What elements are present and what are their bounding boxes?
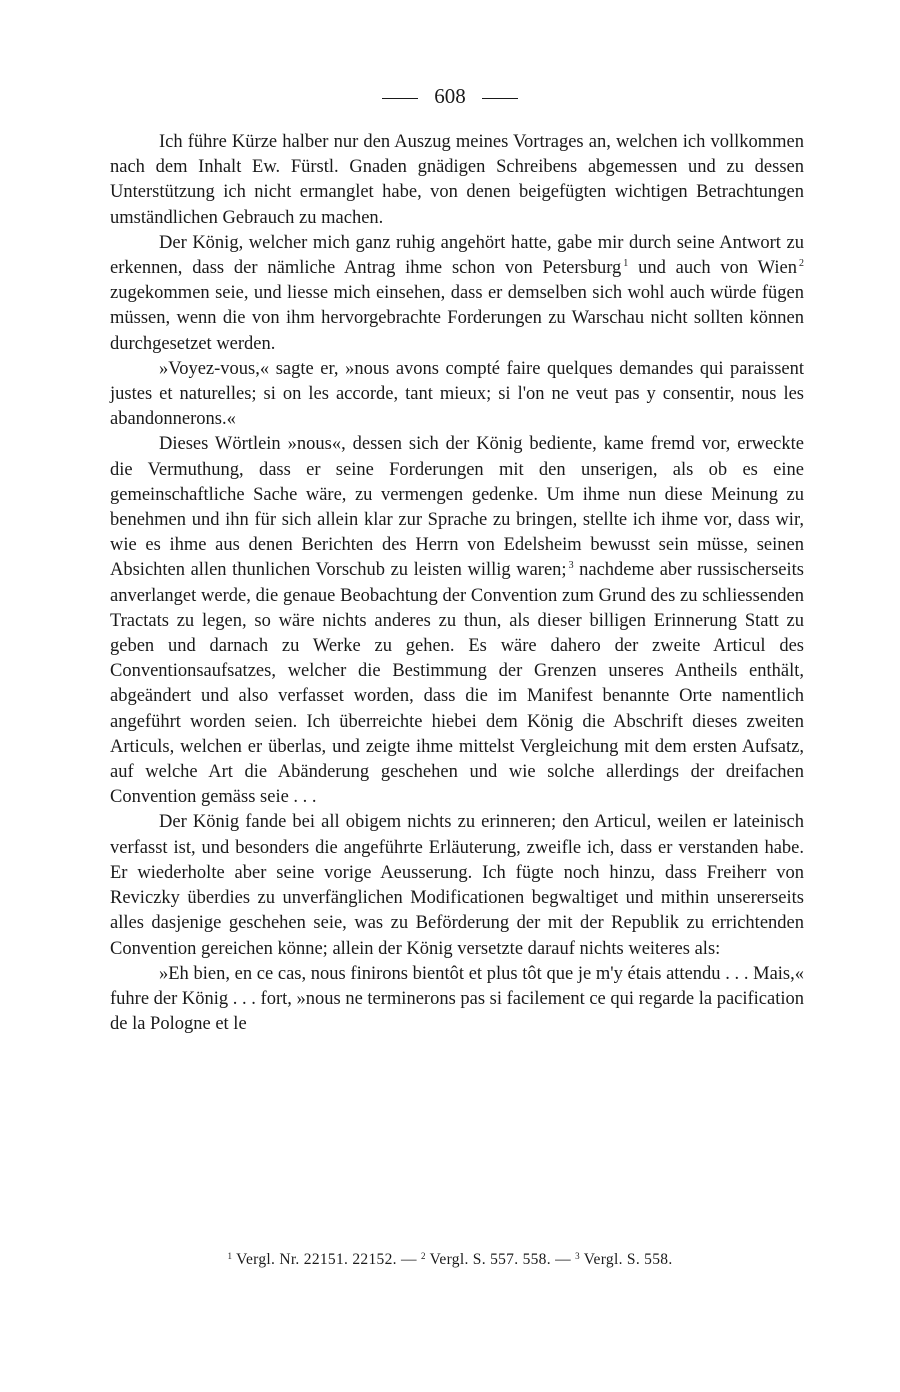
footnote-2-text: Vergl. S. 557. 558. —	[425, 1251, 576, 1268]
paragraph-1: Ich führe Kürze halber nur den Auszug meines Vortrages an, welchen ich vollkommen nach dem Inhalt Ew. Fürstl. Gnaden gnädigen Schreibens abgemessen und zu dessen Unterstützung ich nicht ermanglet habe, von denen beigefügten wichtigen Betrachtungen umständlichen Gebrauch zu machen.	[110, 132, 804, 228]
footnote-2-mark: 2	[420, 1251, 426, 1261]
footnote-ref-1: 1	[623, 258, 629, 270]
footnote-1-mark: 1	[227, 1251, 233, 1261]
paragraph-5: Der König fande bei all obigem nichts zu erinneren; den Articul, weilen er lateinisch verfasst ist, und besonders die angeführte Erläuterung, zweifle ich, dass er verstanden habe. Er wiederholte aber seine vorige Aeusserung. Ich fügte noch hinzu, dass Freiherr von Reviczky überdies zu unverfänglichen Modificationen begwaltiget und mithin unsererseits alles dasjenige geschehen seie, was zu Beförderung der mit der Republik zu errichtenden Convention gereichen könne; allein der König versetzte darauf nichts weiteres als:	[110, 812, 804, 959]
paragraph-4-part-a: Dieses Wörtlein »nous«, dessen sich der König bediente, kame fremd vor, erweckte die Vermuthung, dass er seine Forderungen mit den unserigen, als ob es eine gemeinschaftliche Sache wäre, zu vermengen gedenke. Um ihme nun diese Meinung zu benehmen und ihn für sich allein klar zur Sprache zu bringen, stellte ich ihme vor, dass wir, wie es ihme aus denen Berichten des Herrn von Edelsheim bewusst sein müsse, seinen Absichten allen thunlichen Vorschub zu leisten willig waren;	[110, 434, 804, 581]
footnote-3-mark: 3	[575, 1251, 580, 1261]
paragraph-4	[110, 432, 804, 810]
footnote-ref-3: 3	[568, 560, 574, 572]
header-rule-left	[382, 98, 418, 99]
paragraph-3: »Voyez-vous,« sagte er, »nous avons compté faire quelques demandes qui paraissent justes et naturelles; si on les accorde, tant mieux; si l'on ne veut pas y consentir, nous les abandonnerons.«	[110, 358, 804, 430]
page-number: 608	[434, 84, 466, 108]
footnote-3-text: Vergl. S. 558.	[579, 1251, 673, 1268]
paragraph-2-part-b: und auch von Wien	[628, 258, 797, 279]
header-rule-right	[482, 98, 518, 99]
paragraph-6: »Eh bien, en ce cas, nous finirons bientôt et plus tôt que je m'y étais attendu . . . Mais,« fuhre der König . . . fort, »nous ne terminerons pas si facilement ce qui regarde la pacification de la Pologne et le	[110, 963, 805, 1035]
footnote-1-text: Vergl. Nr. 22151. 22152. —	[232, 1251, 421, 1268]
page-header	[0, 83, 900, 109]
body-text	[110, 130, 804, 1037]
footnotes	[0, 1250, 900, 1270]
paragraph-4-part-b: nachdeme aber russischerseits anverlanget werde, die genaue Beobachtung der Convention zum Grund des zu schliessenden Tractats zu legen, so wäre nichts anderes zu thun, als dieser billigen Erinnerung Statt zu geben und darnach zu Werke zu gehen. Es wäre dahero der zweite Articul des Conventionsaufsatzes, welcher die Bestimmung der Grenzen unseres Antheils enthält, abgeändert und also verfasset worden, dass die im Manifest benannte Orte namentlich angeführt worden seien. Ich überreichte hiebei dem König die Abschrift dieses zweiten Articuls, welchen er überlas, und zeigte ihme mittelst Vergleichung mit dem ersten Aufsatz, auf welche Art die Abänderung geschehen und wie solche allerdings der dreifachen Convention gemäss seie . . .	[110, 560, 804, 808]
paragraph-2-part-c: zugekommen seie, und liesse mich einsehen, dass er demselben sich wohl auch würde fügen müssen, wenn die von ihm hervorgebrachte Forderungen zu Warschau nicht sollten können durchgesetzet werden.	[110, 283, 804, 354]
footnote-ref-2: 2	[798, 258, 804, 270]
paragraph-2	[110, 231, 804, 357]
paragraph-2-part-a: Der König, welcher mich ganz ruhig angehört hatte, gabe mir durch seine Antwort zu erkennen, dass der nämliche Antrag ihme schon von Petersburg	[110, 232, 804, 279]
